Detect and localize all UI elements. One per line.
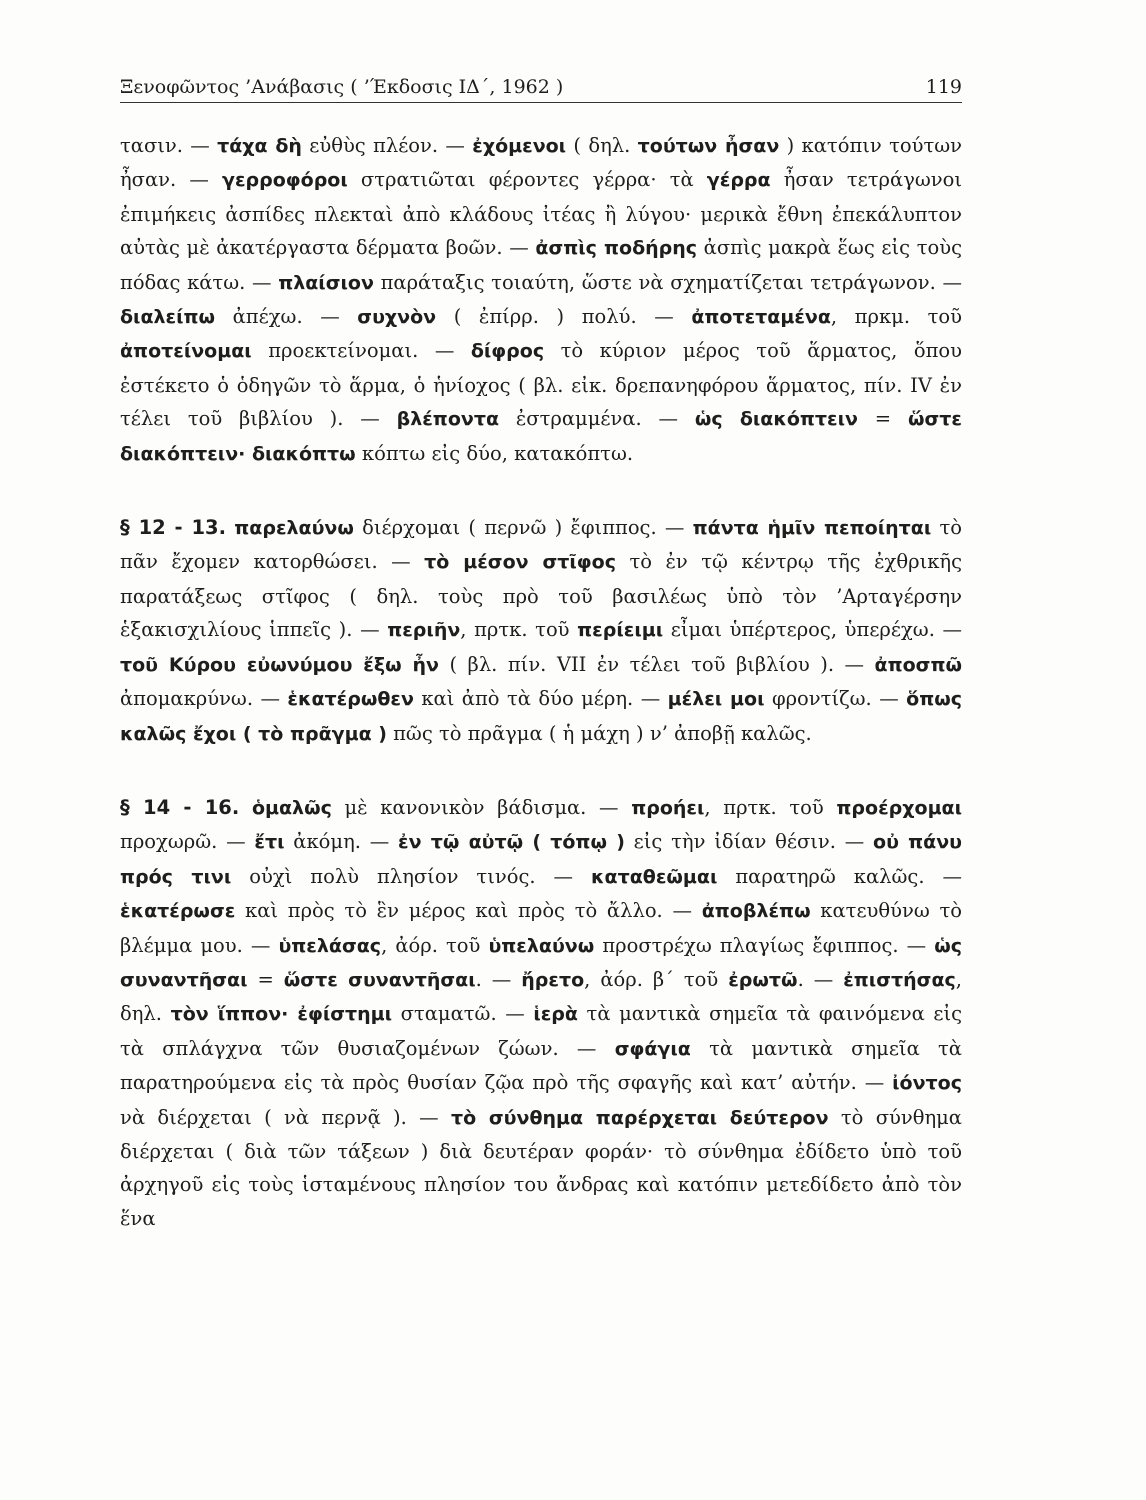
gloss-text: , πρκμ. τοῦ: [830, 305, 962, 329]
gloss-text: , ἀόρ. β΄ τοῦ: [584, 967, 729, 991]
gloss-text: προεκτείνομαι. —: [251, 339, 471, 363]
gloss-text: τὸ πᾶν ἔχομεν κατορθώσει. —: [120, 516, 962, 574]
gloss-text: τὸ σύνθημα διέρχεται ( διὰ τῶν τάξεων ) διὰ δευτέραν φοράν· τὸ σύνθημα ἐδίδετο ὑπὸ τοῦ ἀρχηγοῦ εἰς τοὺς ἱσταμένους πλησίον του ἄνδρας καὶ κατόπιν μετεδίδετο ἀπὸ τὸν ἕνα: [120, 1105, 962, 1230]
gloss-text: καὶ ἀπὸ τὰ δύο μέρη. —: [413, 687, 668, 711]
gloss-text: ἐστραμμένα. —: [499, 407, 695, 431]
lemma: ὑπελαύνω: [488, 934, 595, 957]
lemma: τούτων ἦσαν: [637, 135, 780, 157]
gloss-text: τὰ μαντικὰ σημεῖα τὰ παρατηρούμενα εἰς τὰ πρὸς θυσίαν ζῷα πρὸ τῆς σφαγῆς καὶ κατ’ αὐτήν. —: [120, 1036, 962, 1095]
gloss-text: στρατιῶται φέροντες γέρρα· τὰ: [347, 168, 707, 192]
lemma: ἤρετο: [521, 968, 585, 991]
lemma: ὑπελάσας: [278, 934, 382, 957]
lemma: ὥστε διακόπτειν· διακόπτω: [120, 408, 962, 465]
running-head: [120, 76, 962, 103]
lemma: ἱερὰ: [533, 1003, 578, 1026]
lemma: ἰόντος: [892, 1072, 962, 1095]
lemma: ἀποσπῶ: [874, 653, 962, 676]
paragraph-gap: [120, 471, 962, 511]
lemma: βλέποντα: [396, 408, 499, 431]
section-number: § 12 - 13.: [120, 516, 227, 540]
lemma: τὸ μέσον στῖφος: [424, 551, 616, 574]
gloss-text: τὸ κύριον μέρος τοῦ ἅρματος, ὅπου ἐστέκετο ὁ ὁδηγῶν τὸ ἅρμα, ὁ ἡνίοχος ( βλ. εἰκ. δρεπανηφόρου ἅρματος, πίν. IV ἐν τέλει τοῦ βιβλίου ). —: [120, 339, 962, 431]
gloss-text: νὰ διέρχεται ( νὰ περνᾷ ). —: [120, 1105, 451, 1129]
lemma: σφάγια: [614, 1037, 691, 1060]
lemma: ἀποβλέπω: [701, 900, 811, 923]
lemma: ἐρωτῶ: [728, 968, 798, 991]
paragraph-2: [120, 511, 962, 751]
gloss-text: . —: [475, 967, 522, 991]
lemma: μέλει μοι: [667, 688, 765, 711]
gloss-text: εἶμαι ὑπέρτερος, ὑπερέχω. —: [663, 618, 963, 642]
gloss-text: =: [247, 967, 284, 991]
gloss-text: , πρτκ. τοῦ: [704, 795, 837, 819]
lemma: παρελαύνω: [234, 517, 354, 540]
gloss-text: προχωρῶ. —: [120, 830, 255, 854]
lemma: πλαίσιον: [278, 271, 374, 294]
gloss-text: κατευθύνω τὸ βλέμμα μου. —: [120, 899, 963, 957]
lemma: ἀποτεταμένα: [691, 306, 831, 329]
gloss-text: διέρχομαι ( περνῶ ) ἔφιππος. —: [353, 516, 693, 540]
lemma: ὁμαλῶς: [251, 796, 332, 819]
lemma: περιῆν: [387, 619, 461, 642]
body-text: [120, 129, 962, 1235]
gloss-text: καὶ πρὸς τὸ ἓν μέρος καὶ πρὸς τὸ ἄλλο. —: [235, 899, 702, 923]
gloss-text: κόπτω εἰς δύο, κατακόπτω.: [355, 441, 634, 465]
lemma: τοῦ Κύρου εὐωνύμου ἔξω ἦν: [120, 653, 439, 676]
lemma: τὸ σύνθημα παρέρχεται δεύτερον: [450, 1106, 829, 1129]
page: [120, 76, 962, 1235]
paragraph-gap: [120, 751, 962, 791]
gloss-text: παράταξις τοιαύτη, ὥστε νὰ σχηματίζεται τετράγωνον. —: [373, 270, 962, 294]
gloss-text: ( βλ. πίν. VII ἐν τέλει τοῦ βιβλίου ). —: [438, 652, 875, 676]
lemma: προέρχομαι: [836, 796, 963, 819]
page-number: 119: [925, 76, 962, 98]
lemma: γέρρα: [706, 169, 771, 192]
gloss-text: ἀπέχω. —: [215, 305, 358, 329]
lemma: ἀσπὶς ποδήρης: [535, 237, 698, 260]
section-number: § 14 - 16.: [120, 795, 240, 819]
gloss-text: σταματῶ. —: [392, 1002, 534, 1026]
lemma: ἐν τῷ αὐτῷ ( τόπῳ ): [398, 831, 625, 854]
gloss-text: προστρέχω πλαγίως ἔφιππος. —: [594, 933, 935, 957]
gloss-text: , δηλ.: [120, 967, 962, 1026]
lemma: ἐπιστήσας: [843, 968, 956, 991]
gloss-text: ἀπομακρύνω. —: [120, 687, 288, 711]
gloss-text: ἀσπὶς μακρὰ ἕως εἰς τοὺς πόδας κάτω. —: [120, 236, 962, 294]
lemma: ἐχόμενοι: [472, 135, 567, 157]
paragraph-3: [120, 791, 962, 1235]
lemma: ἔτι: [254, 831, 285, 854]
lemma: ἑκατέρωθεν: [287, 688, 414, 711]
running-title: Ξενοφῶντος ’Ανάβασις ( ’Έκδοσις ΙΔ΄, 1962 ): [120, 76, 564, 98]
gloss-text: ( ἐπίρρ. ) πολύ. —: [436, 305, 692, 329]
gloss-text: εἰς τὴν ἰδίαν θέσιν. —: [624, 830, 874, 854]
lemma: διαλείπω: [120, 306, 216, 329]
lemma: δίφρος: [470, 340, 545, 363]
gloss-text: ( δηλ.: [566, 134, 638, 157]
lemma: ὡς συναντῆσαι: [120, 934, 962, 991]
gloss-text: οὐχὶ πολὺ πλησίον τινός. —: [231, 864, 592, 888]
gloss-text: [239, 796, 252, 819]
gloss-text: ) κατόπιν τούτων ἦσαν. —: [120, 134, 963, 192]
gloss-text: παρατηρῶ καλῶς. —: [717, 864, 963, 888]
lemma: ἀποτείνομαι: [120, 340, 252, 363]
gloss-text: , πρτκ. τοῦ: [460, 618, 578, 642]
gloss-text: μὲ κανονικὸν βάδισμα. —: [331, 795, 632, 819]
lemma: συχνὸν: [357, 306, 437, 329]
lemma: τὸν ἵππον· ἐφίστημι: [170, 1003, 393, 1026]
lemma: περίειμι: [577, 619, 664, 642]
lemma: οὐ πάνυ πρός τινι: [120, 831, 962, 888]
gloss-text: ἦσαν τετράγωνοι ἐπιμήκεις ἀσπίδες πλεκταὶ ἀπὸ κλάδους ἰτέας ἢ λύγου· μερικὰ ἔθνη ἐπεκάλυπτον αὐτὰς μὲ ἀκατέργαστα δέρματα βοῶν. —: [120, 168, 962, 260]
gloss-text: τὰ μαντικὰ σημεῖα τὰ φαινόμενα εἰς τὰ σπλάγχνα τῶν θυσιαζομένων ζώων. —: [120, 1002, 963, 1060]
lemma: ὡς διακόπτειν: [694, 408, 858, 431]
gloss-text: φροντίζω. —: [764, 687, 907, 711]
gloss-text: τὸ ἐν τῷ κέντρῳ τῆς ἐχθρικῆς παρατάξεως στῖφος ( δηλ. τοὺς πρὸ τοῦ βασιλέως ὑπὸ τὸν ’Αρταγέρσην ἑξακισχιλίους ἱππεῖς ). —: [120, 550, 962, 642]
gloss-text: πῶς τὸ πρᾶγμα ( ἡ μάχη ) ν’ ἀποβῇ καλῶς.: [386, 721, 812, 745]
lemma: γερροφόροι: [222, 169, 348, 192]
lemma: πάντα ἡμῖν πεποίηται: [692, 517, 932, 540]
gloss-text: εὐθὺς πλέον. —: [301, 134, 473, 157]
lemma: προήει: [631, 796, 705, 819]
gloss-text: τασιν. —: [120, 134, 218, 157]
gloss-text: . —: [797, 967, 844, 991]
lemma: ὅπως καλῶς ἔχοι ( τὸ πρᾶγμα ): [120, 688, 962, 745]
lemma: τάχα δὴ: [217, 135, 302, 157]
lemma: καταθεῶμαι: [591, 865, 718, 888]
gloss-text: ἀκόμη. —: [284, 830, 399, 854]
gloss-text: =: [857, 407, 908, 431]
lemma: ὥστε συναντῆσαι: [283, 968, 476, 991]
lemma: ἑκατέρωσε: [120, 900, 236, 923]
paragraph-1: [120, 129, 962, 471]
gloss-text: , ἀόρ. τοῦ: [381, 933, 489, 957]
